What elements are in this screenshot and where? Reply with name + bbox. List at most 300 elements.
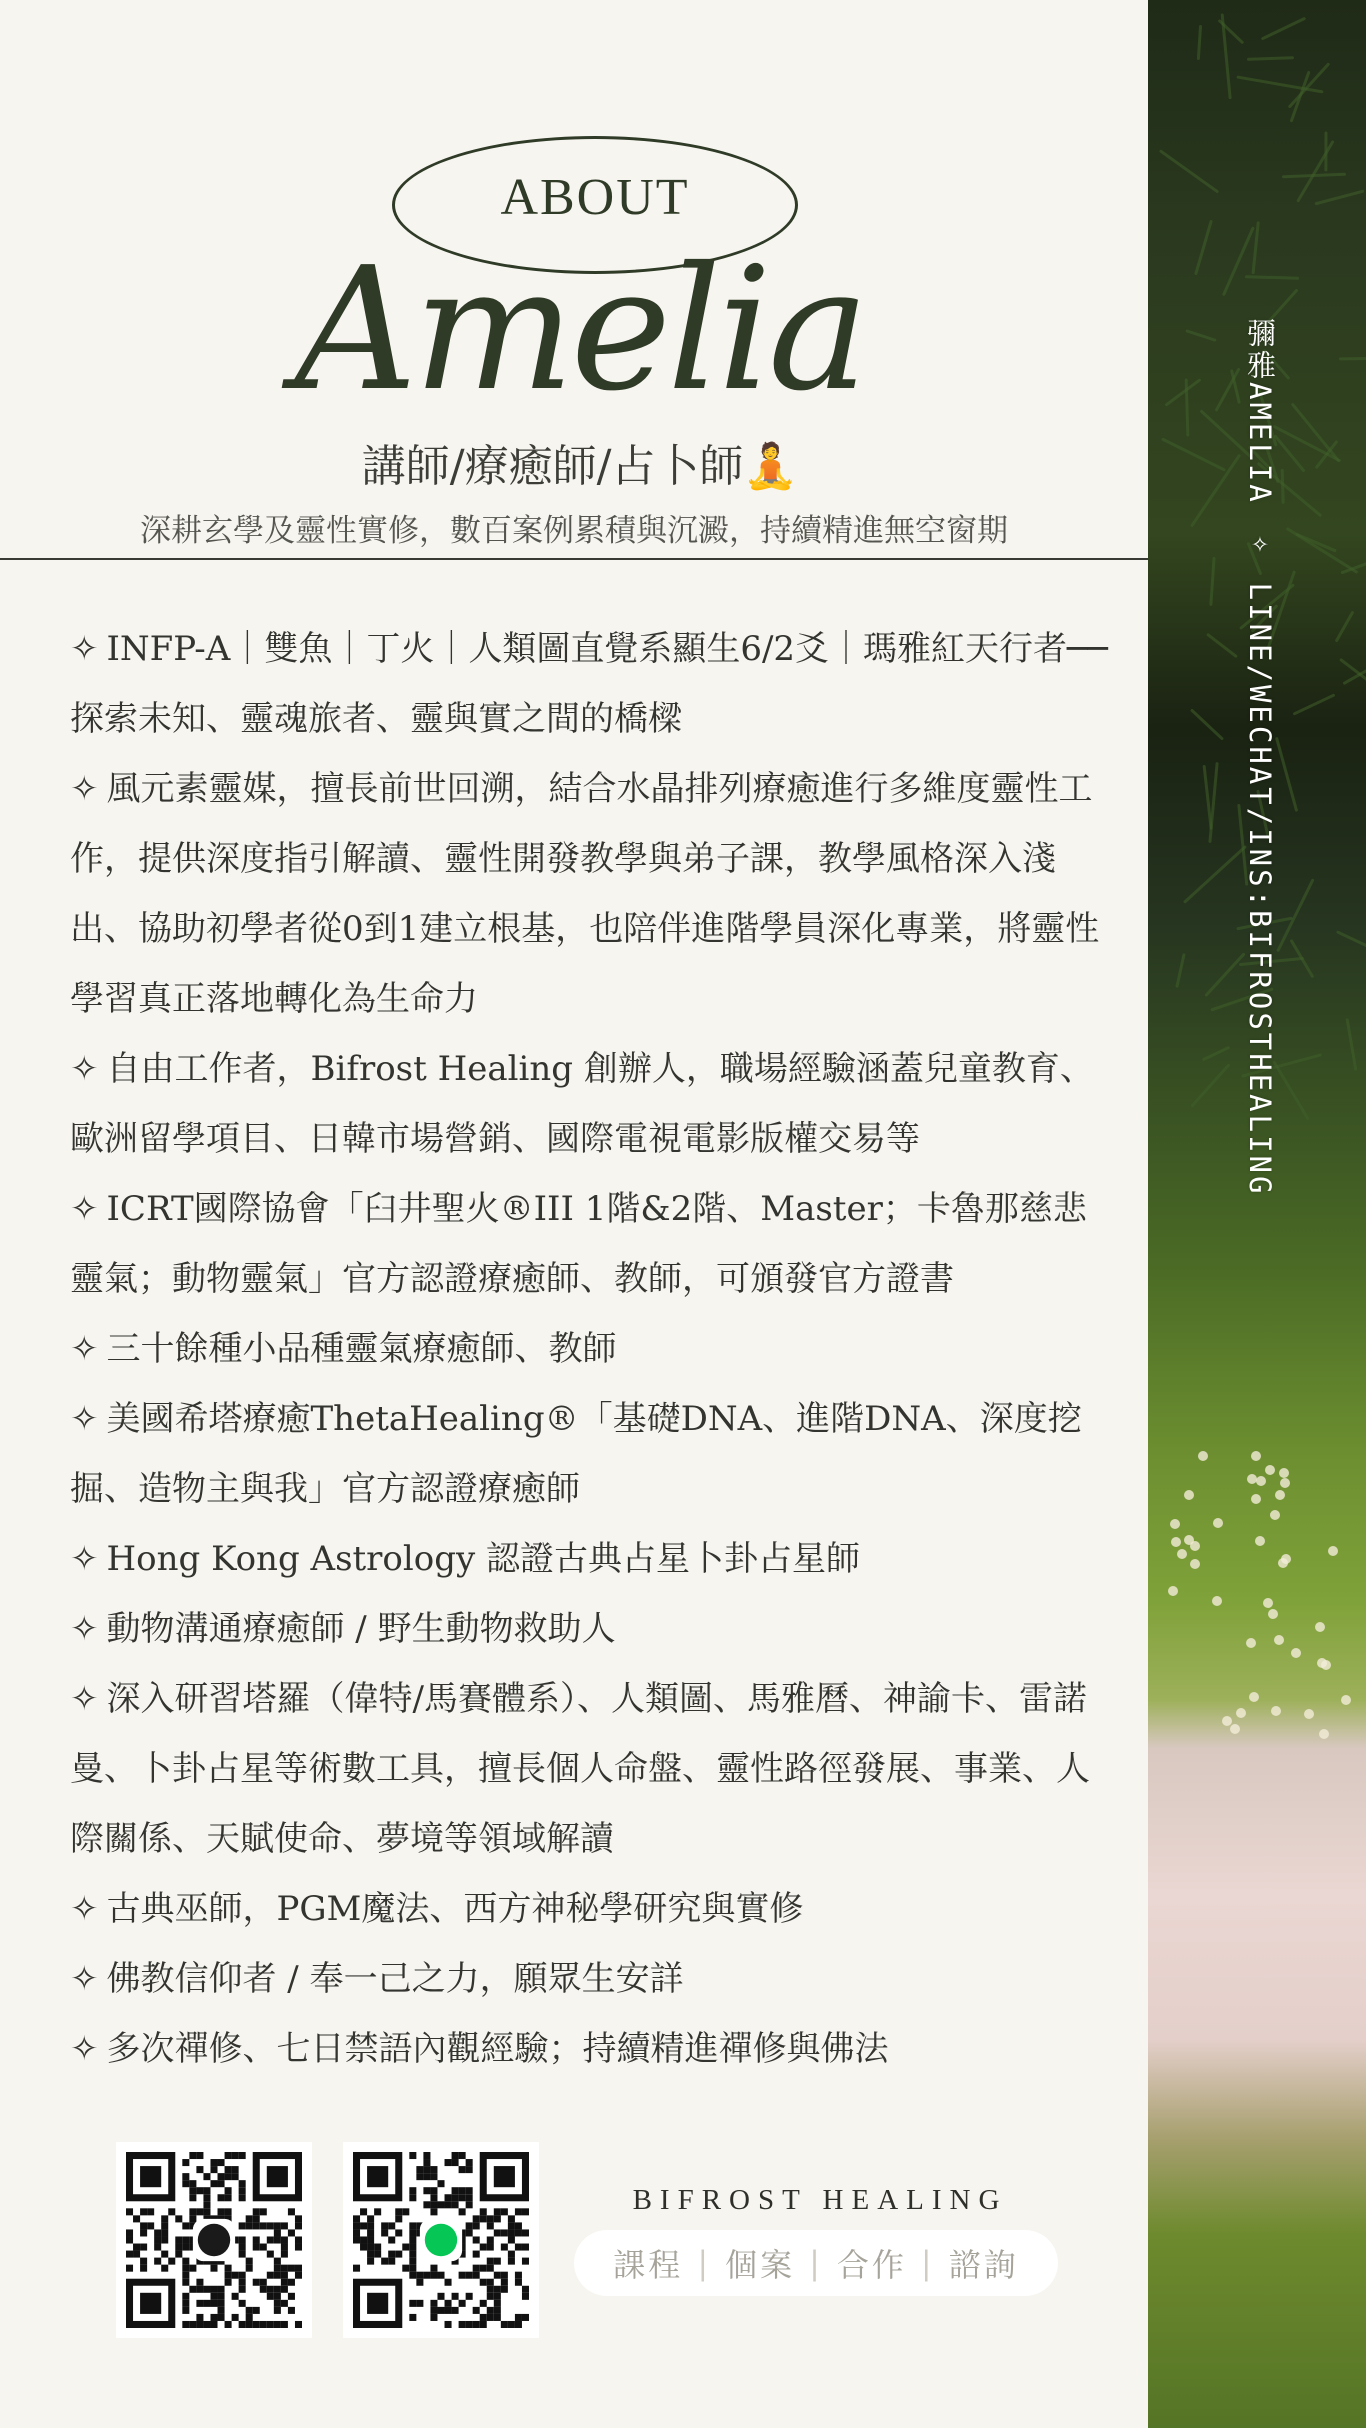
baby-breath-flower	[1280, 1478, 1290, 1488]
qr-module	[501, 2208, 508, 2215]
qr-module	[246, 2321, 253, 2328]
qr-module	[189, 2265, 196, 2272]
qr-module	[295, 2215, 302, 2222]
qr-module	[381, 2229, 388, 2236]
wechat-qr-code	[116, 2142, 312, 2338]
pine-needle	[1277, 878, 1315, 952]
baby-breath-flower	[1230, 1724, 1240, 1734]
qr-module	[445, 2201, 452, 2208]
qr-module	[175, 2215, 182, 2222]
qr-module	[487, 2244, 494, 2251]
qr-module	[140, 2208, 147, 2215]
qr-module	[239, 2180, 246, 2187]
baby-breath-flower	[1263, 1598, 1273, 1608]
qr-module	[487, 2286, 494, 2293]
qr-finder-square	[140, 2166, 161, 2187]
qr-module	[210, 2314, 217, 2321]
bio-text: Hong Kong Astrology 認證古典占星卜卦占星師	[106, 1539, 861, 1579]
pine-needle	[1206, 633, 1238, 659]
qr-module	[281, 2300, 288, 2307]
nav-item-consultation[interactable]: 諮詢	[948, 2246, 1019, 2284]
qr-module	[203, 2187, 210, 2194]
qr-module	[295, 2222, 302, 2229]
qr-module	[430, 2173, 437, 2180]
qr-module	[161, 2236, 168, 2243]
qr-module	[281, 2321, 288, 2328]
pine-needle	[1222, 227, 1255, 296]
qr-module	[473, 2236, 480, 2243]
qr-module	[281, 2265, 288, 2272]
qr-module	[501, 2279, 508, 2286]
qr-module	[253, 2215, 260, 2222]
qr-module	[452, 2187, 459, 2194]
qr-module	[154, 2258, 161, 2265]
qr-module	[210, 2300, 217, 2307]
qr-module	[218, 2194, 225, 2201]
qr-module	[466, 2222, 473, 2229]
qr-module	[480, 2279, 487, 2286]
qr-module	[430, 2300, 437, 2307]
pine-needle	[1176, 953, 1186, 988]
qr-finder-square	[494, 2166, 515, 2187]
pine-needle	[1334, 611, 1354, 643]
qr-module	[430, 2166, 437, 2173]
qr-module	[515, 2208, 522, 2215]
baby-breath-flower	[1251, 1451, 1261, 1461]
baby-breath-flower	[1171, 1537, 1181, 1547]
qr-finder-square	[367, 2293, 388, 2314]
qr-module	[196, 2314, 203, 2321]
bio-text: 佛教信仰者 / 奉一己之力，願眾生安詳	[106, 1959, 684, 1999]
qr-module	[253, 2321, 260, 2328]
baby-breath-flower	[1198, 1451, 1208, 1461]
nav-item-courses[interactable]: 課程	[613, 2246, 684, 2284]
qr-module	[367, 2222, 374, 2229]
qr-module	[416, 2166, 423, 2173]
qr-module	[274, 2307, 281, 2314]
qr-module	[126, 2236, 133, 2243]
qr-module	[232, 2314, 239, 2321]
qr-module	[260, 2279, 267, 2286]
bio-item	[70, 1034, 1110, 1174]
qr-module	[459, 2152, 466, 2159]
qr-module	[210, 2286, 217, 2293]
qr-module	[267, 2286, 274, 2293]
qr-module	[459, 2300, 466, 2307]
line-qr-icon	[353, 2152, 529, 2328]
baby-breath-flower	[1304, 1709, 1314, 1719]
qr-module	[360, 2236, 367, 2243]
qr-module	[452, 2201, 459, 2208]
qr-module	[274, 2258, 281, 2265]
bio-text: 深入研習塔羅（偉特/馬賽體系）、人類圖、馬雅曆、神諭卡、雷諾曼、卜卦占星等術數工具，擅長個人命盤、靈性路徑發展、事業、人際關係、天賦使命、夢境等領域解讀	[70, 1679, 1090, 1859]
qr-module	[161, 2229, 168, 2236]
qr-module	[480, 2208, 487, 2215]
qr-module	[367, 2258, 374, 2265]
qr-module	[140, 2244, 147, 2251]
qr-module	[423, 2272, 430, 2279]
qr-module	[430, 2272, 437, 2279]
qr-module	[239, 2222, 246, 2229]
pine-needle	[1336, 931, 1366, 966]
baby-breath-flower	[1270, 1510, 1280, 1520]
qr-module	[288, 2307, 295, 2314]
qr-module	[239, 2244, 246, 2251]
qr-module	[423, 2187, 430, 2194]
bio-text: 自由工作者，Bifrost Healing 創辦人，職場經驗涵蓋兒童教育、歐洲留學項目、日韓市場營銷、國際電視電影版權交易等	[70, 1049, 1094, 1159]
qr-module	[182, 2180, 189, 2187]
qr-module	[246, 2307, 253, 2314]
qr-module	[140, 2265, 147, 2272]
qr-module	[522, 2293, 529, 2300]
qr-module	[459, 2208, 466, 2215]
qr-module	[182, 2279, 189, 2286]
qr-module	[501, 2244, 508, 2251]
qr-module	[182, 2222, 189, 2229]
baby-breath-flower	[1291, 1648, 1301, 1658]
qr-module	[161, 2265, 168, 2272]
baby-breath-flower	[1184, 1490, 1194, 1500]
qr-module	[189, 2180, 196, 2187]
qr-module	[437, 2201, 444, 2208]
qr-module	[126, 2265, 133, 2272]
qr-module	[203, 2201, 210, 2208]
wechat-qr-icon	[126, 2152, 302, 2328]
qr-module	[189, 2187, 196, 2194]
qr-module	[210, 2166, 217, 2173]
qr-module	[522, 2286, 529, 2293]
qr-module	[423, 2152, 430, 2159]
qr-module	[423, 2173, 430, 2180]
qr-module	[267, 2272, 274, 2279]
qr-module	[452, 2293, 459, 2300]
qr-module	[232, 2173, 239, 2180]
qr-module	[388, 2236, 395, 2243]
qr-module	[430, 2208, 437, 2215]
pine-needle	[1202, 765, 1212, 830]
qr-module	[260, 2208, 267, 2215]
qr-module	[480, 2321, 487, 2328]
qr-module	[196, 2166, 203, 2173]
qr-module	[126, 2208, 133, 2215]
qr-module	[409, 2251, 416, 2258]
qr-module	[367, 2251, 374, 2258]
qr-module	[295, 2236, 302, 2243]
name-title: Amelia	[294, 231, 866, 429]
qr-module	[182, 2272, 189, 2279]
qr-module	[147, 2222, 154, 2229]
qr-module	[452, 2194, 459, 2201]
qr-module	[239, 2286, 246, 2293]
qr-module	[473, 2222, 480, 2229]
qr-module	[225, 2194, 232, 2201]
baby-breath-flower	[1319, 1729, 1329, 1739]
qr-module	[182, 2236, 189, 2243]
qr-module	[473, 2307, 480, 2314]
qr-module	[253, 2236, 260, 2243]
qr-module	[522, 2229, 529, 2236]
pine-needle	[1209, 557, 1215, 606]
baby-breath-flower	[1256, 1476, 1266, 1486]
qr-module	[480, 2215, 487, 2222]
sparkle-icon: ✧	[70, 2029, 99, 2069]
qr-module	[388, 2258, 395, 2265]
qr-module	[508, 2229, 515, 2236]
pine-needle	[1202, 1046, 1231, 1062]
qr-module	[232, 2293, 239, 2300]
qr-module	[225, 2279, 232, 2286]
baby-breath-flower	[1212, 1596, 1222, 1606]
qr-module	[437, 2307, 444, 2314]
qr-module	[459, 2272, 466, 2279]
qr-module	[445, 2279, 452, 2286]
qr-module	[203, 2286, 210, 2293]
qr-module	[210, 2265, 217, 2272]
pine-needle	[1339, 357, 1366, 361]
qr-module	[288, 2229, 295, 2236]
qr-module	[218, 2293, 225, 2300]
baby-breath-flower	[1271, 1706, 1281, 1716]
qr-module	[522, 2314, 529, 2321]
qr-module	[281, 2286, 288, 2293]
qr-module	[494, 2307, 501, 2314]
qr-module	[423, 2166, 430, 2173]
qr-module	[409, 2152, 416, 2159]
qr-module	[239, 2251, 246, 2258]
qr-module	[210, 2180, 217, 2187]
qr-module	[487, 2258, 494, 2265]
qr-module	[260, 2321, 267, 2328]
qr-module	[395, 2215, 402, 2222]
qr-module	[515, 2321, 522, 2328]
qr-module	[360, 2208, 367, 2215]
qr-module	[133, 2244, 140, 2251]
sparkle-icon: ✧	[70, 1679, 99, 1719]
qr-module	[402, 2244, 409, 2251]
bio-item	[70, 754, 1110, 1034]
pine-needle	[1194, 220, 1213, 276]
qr-module	[522, 2244, 529, 2251]
qr-module	[501, 2229, 508, 2236]
qr-module	[452, 2307, 459, 2314]
baby-breath-flower	[1249, 1692, 1259, 1702]
qr-module	[416, 2279, 423, 2286]
baby-breath-flower	[1275, 1490, 1285, 1500]
qr-module	[232, 2272, 239, 2279]
qr-module	[445, 2300, 452, 2307]
nav-separator: |	[920, 2244, 935, 2282]
qr-module	[232, 2152, 239, 2159]
bio-item	[70, 1174, 1110, 1314]
qr-module	[218, 2307, 225, 2314]
qr-module	[154, 2236, 161, 2243]
qr-module	[416, 2300, 423, 2307]
qr-module	[360, 2244, 367, 2251]
bio-item	[70, 1664, 1110, 1874]
bio-text: 三十餘種小品種靈氣療癒師、教師	[106, 1329, 617, 1369]
qr-module	[480, 2244, 487, 2251]
qr-module	[466, 2229, 473, 2236]
qr-module	[430, 2307, 437, 2314]
qr-module	[253, 2279, 260, 2286]
qr-module	[161, 2222, 168, 2229]
qr-module	[182, 2321, 189, 2328]
qr-module	[147, 2208, 154, 2215]
qr-module	[189, 2194, 196, 2201]
qr-module	[225, 2265, 232, 2272]
qr-module	[246, 2215, 253, 2222]
baby-breath-flower	[1328, 1546, 1338, 1556]
qr-module	[487, 2293, 494, 2300]
sparkle-icon: ✧	[70, 1959, 99, 1999]
qr-module	[210, 2159, 217, 2166]
qr-module	[182, 2173, 189, 2180]
qr-module	[239, 2279, 246, 2286]
qr-module	[395, 2208, 402, 2215]
qr-module	[487, 2265, 494, 2272]
pine-needle	[1247, 56, 1294, 61]
roles-line: 講師/療癒師/占卜師🧘	[361, 441, 799, 492]
qr-module	[140, 2222, 147, 2229]
qr-module	[437, 2180, 444, 2187]
qr-module	[281, 2251, 288, 2258]
qr-module	[203, 2300, 210, 2307]
pine-needle	[1186, 330, 1217, 343]
tagline: 深耕玄學及靈性實修，數百案例累積與沉澱，持續精進無空窗期	[140, 513, 1008, 549]
qr-module	[515, 2279, 522, 2286]
qr-module	[402, 2265, 409, 2272]
qr-module	[487, 2222, 494, 2229]
qr-module	[189, 2208, 196, 2215]
qr-module	[402, 2208, 409, 2215]
qr-module	[189, 2152, 196, 2159]
qr-module	[409, 2258, 416, 2265]
qr-finder-square	[367, 2166, 388, 2187]
baby-breath-flower	[1268, 1609, 1278, 1619]
nav-item-collaboration[interactable]: 合作	[836, 2246, 907, 2284]
qr-module	[140, 2229, 147, 2236]
qr-module	[395, 2251, 402, 2258]
qr-module	[189, 2321, 196, 2328]
qr-module	[133, 2215, 140, 2222]
qr-module	[423, 2159, 430, 2166]
qr-module	[189, 2286, 196, 2293]
pine-needle	[1159, 149, 1220, 194]
qr-module	[196, 2300, 203, 2307]
qr-module	[466, 2159, 473, 2166]
qr-module	[522, 2258, 529, 2265]
qr-module	[466, 2321, 473, 2328]
qr-module	[423, 2201, 430, 2208]
baby-breath-flower	[1177, 1549, 1187, 1559]
qr-module	[522, 2208, 529, 2215]
bio-list	[70, 614, 1110, 2084]
qr-logo-icon	[198, 2224, 230, 2256]
sparkle-icon: ✧	[70, 769, 99, 809]
qr-module	[210, 2293, 217, 2300]
baby-breath-flower	[1281, 1554, 1291, 1564]
qr-module	[267, 2321, 274, 2328]
qr-module	[494, 2286, 501, 2293]
baby-breath-flower	[1213, 1518, 1223, 1528]
baby-breath-flower	[1168, 1586, 1178, 1596]
qr-module	[274, 2236, 281, 2243]
qr-module	[480, 2300, 487, 2307]
qr-module	[281, 2244, 288, 2251]
qr-module	[515, 2314, 522, 2321]
pine-needle	[1197, 25, 1202, 60]
qr-module	[288, 2293, 295, 2300]
qr-module	[452, 2152, 459, 2159]
pine-needle	[1291, 402, 1341, 462]
qr-module	[445, 2159, 452, 2166]
qr-module	[260, 2244, 267, 2251]
qr-module	[203, 2173, 210, 2180]
pine-needle	[1296, 533, 1337, 553]
qr-module	[274, 2300, 281, 2307]
qr-module	[494, 2272, 501, 2279]
qr-module	[445, 2194, 452, 2201]
bio-item	[70, 1314, 1110, 1384]
qr-module	[409, 2244, 416, 2251]
qr-module	[430, 2187, 437, 2194]
qr-module	[466, 2187, 473, 2194]
qr-module	[409, 2229, 416, 2236]
baby-breath-flower	[1341, 1695, 1351, 1705]
bio-item	[70, 2014, 1110, 2084]
baby-breath-flower	[1255, 1536, 1265, 1546]
qr-module	[501, 2321, 508, 2328]
qr-module	[253, 2244, 260, 2251]
qr-module	[225, 2321, 232, 2328]
qr-module	[459, 2321, 466, 2328]
sparkle-icon: ✧	[70, 1609, 99, 1649]
qr-module	[239, 2152, 246, 2159]
nav-item-cases[interactable]: 個案	[725, 2246, 796, 2284]
bio-text: ICRT國際協會「臼井聖火®III 1階&2階、Master；卡魯那慈悲靈氣；動物靈氣」官方認證療癒師、教師，可頒發官方證書	[70, 1189, 1087, 1299]
qr-module	[374, 2244, 381, 2251]
qr-module	[182, 2258, 189, 2265]
qr-module	[353, 2236, 360, 2243]
qr-module	[466, 2201, 473, 2208]
qr-module	[203, 2194, 210, 2201]
qr-module	[218, 2180, 225, 2187]
qr-module	[196, 2286, 203, 2293]
qr-module	[508, 2321, 515, 2328]
bio-item	[70, 614, 1110, 754]
qr-module	[182, 2307, 189, 2314]
bio-text: 動物溝通療癒師 / 野生動物救助人	[106, 1609, 616, 1649]
qr-module	[274, 2293, 281, 2300]
qr-module	[367, 2229, 374, 2236]
qr-module	[466, 2272, 473, 2279]
qr-module	[175, 2244, 182, 2251]
qr-module	[295, 2321, 302, 2328]
pine-needle	[1296, 140, 1334, 202]
qr-module	[515, 2272, 522, 2279]
qr-module	[459, 2187, 466, 2194]
qr-module	[267, 2236, 274, 2243]
qr-module	[515, 2229, 522, 2236]
pine-needle	[1289, 70, 1310, 122]
qr-module	[374, 2251, 381, 2258]
qr-module	[409, 2265, 416, 2272]
header-divider	[0, 558, 1148, 560]
qr-module	[288, 2208, 295, 2215]
sparkle-icon: ✧	[70, 1399, 99, 1439]
qr-module	[430, 2194, 437, 2201]
qr-module	[501, 2272, 508, 2279]
